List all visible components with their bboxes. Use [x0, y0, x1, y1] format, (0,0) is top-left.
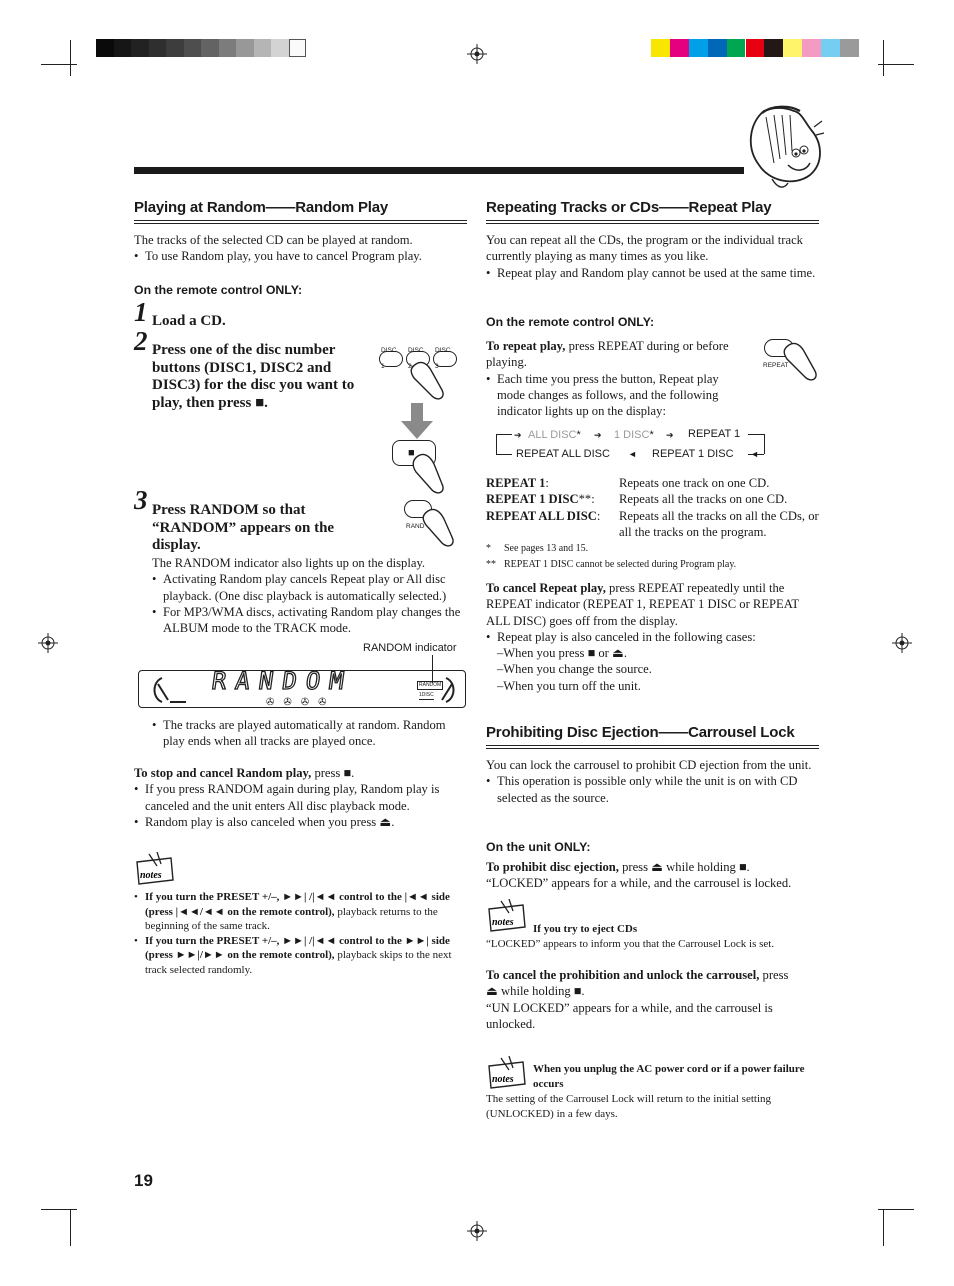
step-number: 3	[134, 485, 148, 515]
stop-random-section: To stop and cancel Random play, press ■. • If you press RANDOM again during play, Random play is canceled and the unit enters All disc playback mode. • Random play is also canceled when you press ⏏.	[134, 765, 467, 830]
step-number: 2	[134, 326, 148, 356]
grayscale-swatch	[184, 39, 202, 57]
heading-underline	[486, 745, 819, 746]
random-indicator-label: RANDOM indicator	[363, 642, 457, 654]
list-item: • This operation is possible only while the unit is on with CD selected as the source.	[486, 773, 819, 806]
cycle-repeat-1disc: REPEAT 1 DISC	[652, 448, 734, 460]
svg-text:notes: notes	[492, 1074, 514, 1085]
cycle-arrow-right-icon: ➔	[666, 430, 674, 440]
list-item: –When you press ■ or ⏏.	[497, 646, 628, 661]
cycle-arrow-right-icon: ➔	[514, 430, 522, 440]
color-swatch	[802, 39, 821, 57]
carrousel-lock-heading: Prohibiting Disc Ejection——Carrousel Lock	[486, 724, 795, 741]
left-notes	[134, 890, 467, 977]
list-item: • Random play is also canceled when you press ⏏.	[134, 814, 467, 830]
table-row: REPEAT ALL DISC: Repeats all the tracks on all the CDs, or all the tracks on the program.	[486, 508, 819, 539]
finger-press-icon	[410, 452, 452, 496]
repeat-intro: You can repeat all the CDs, the program or the individual track currently playing as many times as you like. • Repeat play and Random play cannot be used at the same time.	[486, 232, 819, 281]
color-swatch	[651, 39, 670, 57]
list-item: • Activating Random play cancels Repeat play or All disc playback. (One disc playback is automatically selected.)	[152, 571, 467, 604]
harp-mascot-icon	[744, 103, 828, 193]
grayscale-swatch	[149, 39, 167, 57]
cycle-line	[496, 434, 497, 454]
cycle-one-disc: 1 DISC*	[614, 429, 654, 441]
step3-details: The RANDOM indicator also lights up on the display. • Activating Random play cancels Repeat play or All disc playback. (One disc playback is automatically selected.) • For MP3/WMA discs, activating Random play changes the ALBUM mode to the TRACK mode.	[152, 555, 467, 636]
note-title: When you unplug the AC power cord or if a power failure occurs	[533, 1063, 805, 1090]
list-item: • If you turn the PRESET +/–, ►►| /|◄◄ control to the ►►| side (press ►►|/►► on the remote control), playback skips to the next track selected randomly.	[134, 934, 467, 978]
heading-underline	[134, 220, 467, 221]
after-display-bullets	[152, 717, 467, 750]
step-text: Press RANDOM so that “RANDOM” appears on the display.	[152, 502, 335, 554]
finger-press-icon	[420, 507, 462, 549]
remote-only-label: On the remote control ONLY:	[486, 315, 655, 329]
footnote: ** REPEAT 1 DISC cannot be selected during Program play.	[486, 559, 737, 570]
lcd-random-indicator: RANDOM	[419, 682, 442, 688]
disc3-label: DISC 3	[435, 347, 451, 371]
top-rule	[134, 167, 744, 174]
disc1-button[interactable]	[379, 351, 403, 367]
color-swatch	[727, 39, 746, 57]
svg-text:notes: notes	[492, 917, 514, 928]
color-swatch	[840, 39, 859, 57]
table-row: REPEAT 1 DISC**: Repeats all the tracks on one CD.	[486, 492, 788, 507]
repeat-modes-table	[486, 475, 822, 540]
lock-intro: You can lock the carrousel to prohibit CD ejection from the unit. • This operation is possible only while the unit is on with CD selected as the source.	[486, 757, 819, 806]
lcd-text: RANDOM	[210, 667, 355, 695]
grayscale-swatch	[201, 39, 219, 57]
cycle-line	[748, 434, 764, 435]
random-button-label: RAND	[406, 523, 425, 530]
unit-only-label: On the unit ONLY:	[486, 840, 591, 854]
step-number: 1	[134, 297, 148, 327]
color-swatch	[689, 39, 708, 57]
color-swatch	[708, 39, 727, 57]
cycle-repeat-all: REPEAT ALL DISC	[516, 448, 610, 460]
registration-mark-icon	[38, 633, 58, 653]
list-item: • The tracks are played automatically at random. Random play ends when all tracks are played once.	[152, 717, 467, 750]
notes-icon	[487, 899, 527, 933]
step-text: Load a CD.	[152, 313, 226, 329]
notes-icon	[135, 852, 175, 886]
list-item: –When you change the source.	[497, 662, 652, 677]
list-item: • Repeat play and Random play cannot be used at the same time.	[486, 265, 819, 281]
remote-only-label: On the remote control ONLY:	[134, 283, 303, 297]
random-intro: The tracks of the selected CD can be played at random. • To use Random play, you have to cancel Program play.	[134, 232, 467, 265]
list-item: • Repeat play is also canceled in the following cases:	[486, 629, 819, 645]
prohibit-section: To prohibit disc ejection, press ⏏ while holding ■. “LOCKED” appears for a while, and the carrousel is locked.	[486, 860, 792, 891]
grayscale-swatch	[236, 39, 254, 57]
color-swatch	[783, 39, 802, 57]
finger-press-icon	[781, 341, 825, 383]
disc2-label: DISC 2	[408, 347, 424, 371]
cycle-line	[496, 434, 512, 435]
svg-text:notes: notes	[140, 870, 162, 881]
lcd-bracket-icon	[148, 676, 188, 704]
grayscale-swatch	[114, 39, 132, 57]
note-text: “LOCKED” appears to inform you that the Carrousel Lock is set.	[486, 938, 775, 950]
cycle-arrow-left-icon: ◄	[628, 449, 637, 459]
color-swatch	[670, 39, 689, 57]
grayscale-swatch	[166, 39, 184, 57]
grayscale-swatch	[131, 39, 149, 57]
footnote: * See pages 13 and 15.	[486, 543, 589, 554]
list-item: • If you press RANDOM again during play, Random play is canceled and the unit enters All disc playback mode.	[134, 781, 467, 814]
heading-underline	[486, 223, 819, 224]
list-item: • If you turn the PRESET +/–, ►►| /|◄◄ control to the |◄◄ side (press |◄◄/◄◄ on the remote control), playback returns to the beginning of the same track.	[134, 890, 467, 934]
note-title: If you try to eject CDs	[533, 923, 638, 935]
cycle-arrow-right-icon: ➔	[594, 430, 602, 440]
repeat-cycle-diagram	[496, 424, 768, 464]
list-item: • Each time you press the button, Repeat play mode changes as follows, and the following indicator lights up on the display:	[486, 371, 748, 420]
notes-icon	[487, 1056, 527, 1090]
grayscale-swatch	[254, 39, 272, 57]
cycle-line	[496, 454, 512, 455]
to-repeat-section: To repeat play, press REPEAT during or before playing. • Each time you press the button, Repeat play mode changes as follows, and the following indicator lights up on the display:	[486, 338, 748, 419]
grayscale-swatch	[271, 39, 289, 57]
registration-mark-icon	[467, 1221, 487, 1241]
heading-underline	[486, 220, 819, 221]
unlock-section: To cancel the prohibition and unlock the carrousel, press ⏏ while holding ■. “UN LOCKED” appears for a while, and the carrousel is unlocked.	[486, 968, 789, 1031]
repeat-button-label: REPEAT	[763, 362, 789, 369]
cycle-repeat1: REPEAT 1	[688, 428, 741, 440]
list-item: • For MP3/WMA discs, activating Random play changes the ALBUM mode to the TRACK mode.	[152, 604, 467, 637]
grayscale-swatch	[219, 39, 237, 57]
cancel-repeat-section: To cancel Repeat play, press REPEAT repeatedly until the REPEAT indicator (REPEAT 1, REPEAT 1 DISC or REPEAT ALL DISC) goes off from the display. • Repeat play is also canceled in the following cases: –When you press ■ or ⏏. –When you change the source. –When you turn off the unit.	[486, 580, 819, 694]
registration-mark-icon	[467, 44, 487, 64]
down-arrow-icon	[401, 403, 433, 439]
random-play-heading: Playing at Random——Random Play	[134, 199, 389, 216]
grayscale-swatch	[289, 39, 307, 57]
table-row: REPEAT 1: Repeats one track on one CD.	[486, 476, 770, 490]
color-swatch	[746, 39, 765, 57]
lcd-bracket-icon	[438, 676, 462, 704]
cycle-all-disc: ALL DISC*	[528, 429, 581, 441]
finger-press-icon	[408, 360, 458, 400]
disc1-label: DISC 1	[381, 347, 397, 371]
color-swatch	[821, 39, 840, 57]
page-number: 19	[134, 1171, 153, 1190]
lcd-disc-icons: ✇✇✇✇	[266, 697, 336, 708]
heading-underline	[486, 748, 819, 749]
list-item: • To use Random play, you have to cancel Program play.	[134, 248, 467, 264]
grayscale-swatch	[96, 39, 114, 57]
list-item: –When you turn off the unit.	[497, 678, 641, 693]
registration-mark-icon	[892, 633, 912, 653]
cycle-line	[764, 434, 765, 454]
cycle-arrow-left-icon: ◄	[750, 449, 759, 459]
note-text: The setting of the Carrousel Lock will return to the initial setting (UNLOCKED) in a few days.	[486, 1093, 772, 1120]
lcd-disc-indicator: 1DISC	[419, 692, 434, 698]
heading-underline	[134, 223, 467, 224]
footnotes	[486, 541, 819, 573]
repeat-play-heading: Repeating Tracks or CDs——Repeat Play	[486, 199, 772, 216]
color-swatch	[764, 39, 783, 57]
stop-symbol: ■	[408, 447, 415, 459]
step-text: Press one of the disc number buttons (DISC1, DISC2 and DISC3) for the disc you want to play, then press ■.	[152, 342, 355, 412]
